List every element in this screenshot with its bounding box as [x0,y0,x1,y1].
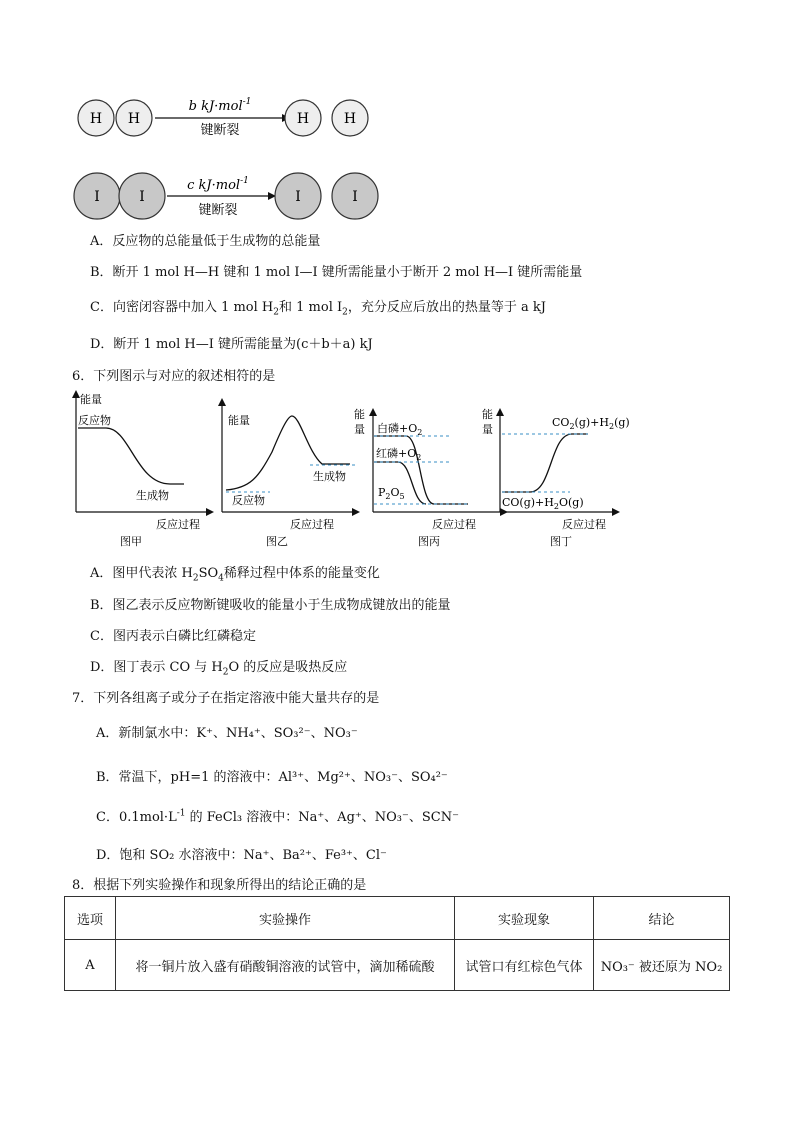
q6-option-c: C．图丙表示白磷比红磷稳定 [90,629,256,644]
q7-option-d: D．饱和 SO₂ 水溶液中：Na⁺、Ba²⁺、Fe³⁺、Cl⁻ [96,848,387,863]
atom-label: I [352,189,358,205]
q6-option-b: B．图乙表示反应物断键吸收的能量小于生成物成键放出的能量 [90,598,451,613]
q6-option-d: D．图丁表示 CO 与 $H_2O$ 的反应是吸热反应 [90,660,348,678]
svg-text:P2O5: $P_2O_5$ [378,486,405,501]
svg-text:能: 能 [482,408,493,421]
q7-stem: 7．下列各组离子或分子在指定溶液中能大量共存的是 [72,691,380,706]
i2-row [74,173,378,219]
header-option: 选项 [65,897,116,940]
q5-option-a: A．反应物的总能量低于生成物的总能量 [90,234,321,249]
process-label: 键断裂 [200,123,240,138]
cell-phenomenon: 试管口有红棕色气体 [455,940,594,991]
svg-text:反应过程: 反应过程 [432,518,476,531]
q6-graphs [60,388,640,550]
svg-text:CO2(g)+H2(g): $CO_2(g)+H_2(g)$ [552,416,630,431]
bond-breaking-figure [70,90,390,225]
svg-text:生成物: 生成物 [136,489,169,502]
atom-label: I [139,189,145,205]
svg-text:白磷+O2: 白磷$+O_2$ [377,422,423,437]
q6-option-a: A．图甲代表浓 $H_2SO_4$稀释过程中体系的能量变化 [90,566,380,584]
atom-label: I [295,189,301,205]
experiment-table [64,896,730,991]
atom-label: I [94,189,100,205]
cell-conclusion: NO₃⁻ 被还原为 NO₂ [594,940,730,991]
svg-text:反应物: 反应物 [232,494,265,507]
atom-label: H [127,111,141,127]
q7-option-b: B．常温下，pH=1 的溶液中：Al³⁺、Mg²⁺、NO₃⁻、SO₄²⁻ [96,770,448,785]
svg-text:生成物: 生成物 [313,470,346,483]
table-row [65,940,730,991]
energy-label: c kJ·mol$^{-1}$ [187,176,249,193]
header-operation: 实验操作 [116,897,455,940]
energy-label: b kJ·mol$^{-1}$ [188,97,252,114]
q5-option-d: D．断开 1 mol H—I 键所需能量为(c＋b＋a) kJ [90,337,373,352]
energy-curve [78,428,184,484]
svg-text:能量: 能量 [80,393,102,406]
atom-label: H [343,111,357,127]
process-label: 键断裂 [198,203,238,218]
atom-label: H [296,111,310,127]
energy-curve [502,434,588,492]
cell-operation: 将一铜片放入盛有硝酸铜溶液的试管中，滴加稀硫酸 [116,940,455,991]
q5-option-c: C．向密闭容器中加入 1 mol $H_2$和 1 mol $I_2$，充分反应后放出的热量等于 a kJ [90,300,546,318]
h2-row [78,97,368,138]
svg-text:量: 量 [354,423,365,436]
graph-ding [482,407,630,548]
svg-text:量: 量 [482,423,493,436]
q6-stem: 6．下列图示与对应的叙述相符的是 [72,369,276,384]
svg-text:图乙: 图乙 [266,535,288,548]
cell-option: A [65,940,116,991]
svg-text:CO(g)+H2O(g): $CO(g)+H_2O(g)$ [502,496,584,511]
svg-text:能量: 能量 [228,414,250,427]
q7-option-c: C．$0.1mol\cdot L^{-1}$ 的 FeCl₃ 溶液中：Na⁺、Ag⁺、NO₃⁻、SCN⁻ [96,808,459,825]
header-conclusion: 结论 [594,897,730,940]
svg-text:反应过程: 反应过程 [562,518,606,531]
graph-yi [218,398,360,548]
q7-option-a: A．新制氯水中：K⁺、NH₄⁺、SO₃²⁻、NO₃⁻ [96,726,358,741]
svg-text:反应物: 反应物 [78,414,111,427]
atom-label: H [89,111,103,127]
svg-text:图甲: 图甲 [120,535,142,548]
q5-option-b: B．断开 1 mol H—H 键和 1 mol I—I 键所需能量小于断开 2 mol H—I 键所需能量 [90,265,583,280]
svg-text:红磷+O2: 红磷$+O_2$ [376,447,422,462]
header-phenomenon: 实验现象 [455,897,594,940]
q8-stem: 8．根据下列实验操作和现象所得出的结论正确的是 [72,878,367,893]
svg-text:反应过程: 反应过程 [156,518,200,531]
svg-text:图丁: 图丁 [550,535,572,548]
graph-jia [72,390,214,548]
svg-text:图丙: 图丙 [418,535,440,548]
svg-text:反应过程: 反应过程 [290,518,334,531]
table-header-row [65,897,730,940]
svg-text:能: 能 [354,408,365,421]
